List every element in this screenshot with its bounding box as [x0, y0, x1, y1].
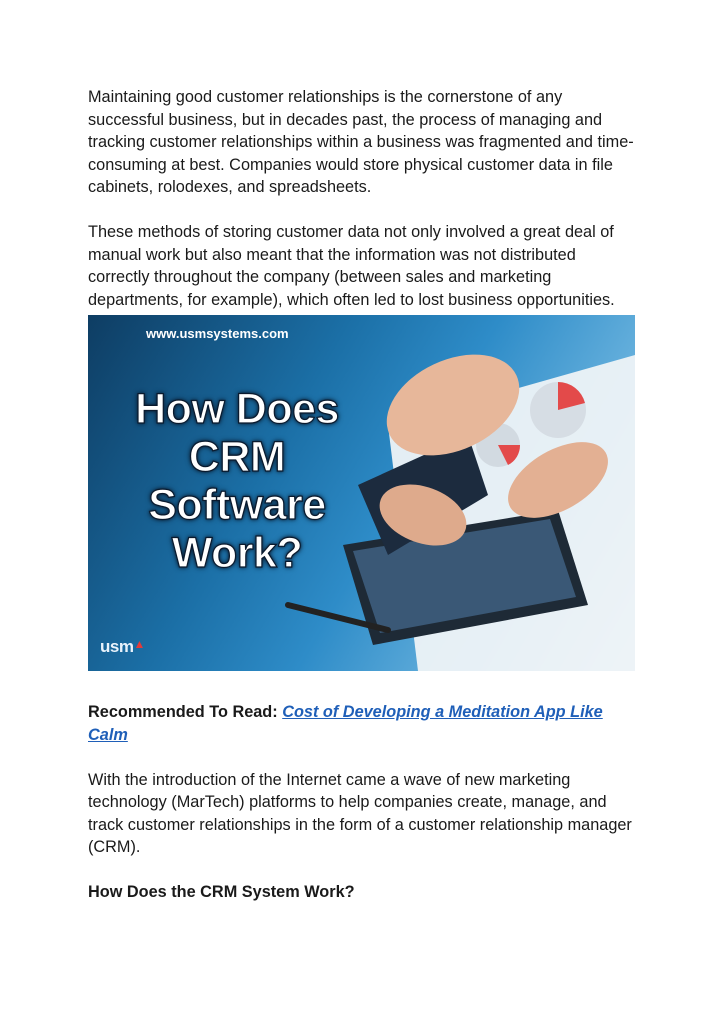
paragraph-intro: Maintaining good customer relationships is the cornerstone of any successful business, but in decades past, the process of managing and tracking customer relationships within a business was fragmented and time-consuming at best. Companies would store physical customer data in file cabinets, rolodexes, and spreadsheets. — [88, 88, 634, 196]
document-page — [88, 86, 636, 904]
paragraph-martech: With the introduction of the Internet came a wave of new marketing technology (MarTech) platforms to help companies create, manage, and track customer relationships in the form of a customer relationship manager (CRM). — [88, 770, 632, 856]
recommended-label: Recommended To Read: — [88, 703, 278, 721]
hero-title: How Does CRM Software Work? — [135, 385, 339, 577]
recommended-link[interactable]: Cost of Developing a Meditation App Like Calm — [88, 703, 603, 744]
usm-logo: usm▲ — [100, 637, 145, 656]
hero-url-text: www.usmsystems.com — [146, 326, 289, 341]
crm-hero-image — [88, 315, 635, 671]
paragraph-methods: These methods of storing customer data not only involved a great deal of manual work but also meant that the information was not distributed correctly throughout the company (between sales and marketing departments, for example), which often led to lost business opportunities. — [88, 223, 615, 309]
section-heading: How Does the CRM System Work? — [88, 883, 355, 901]
recommended-read — [88, 701, 636, 746]
